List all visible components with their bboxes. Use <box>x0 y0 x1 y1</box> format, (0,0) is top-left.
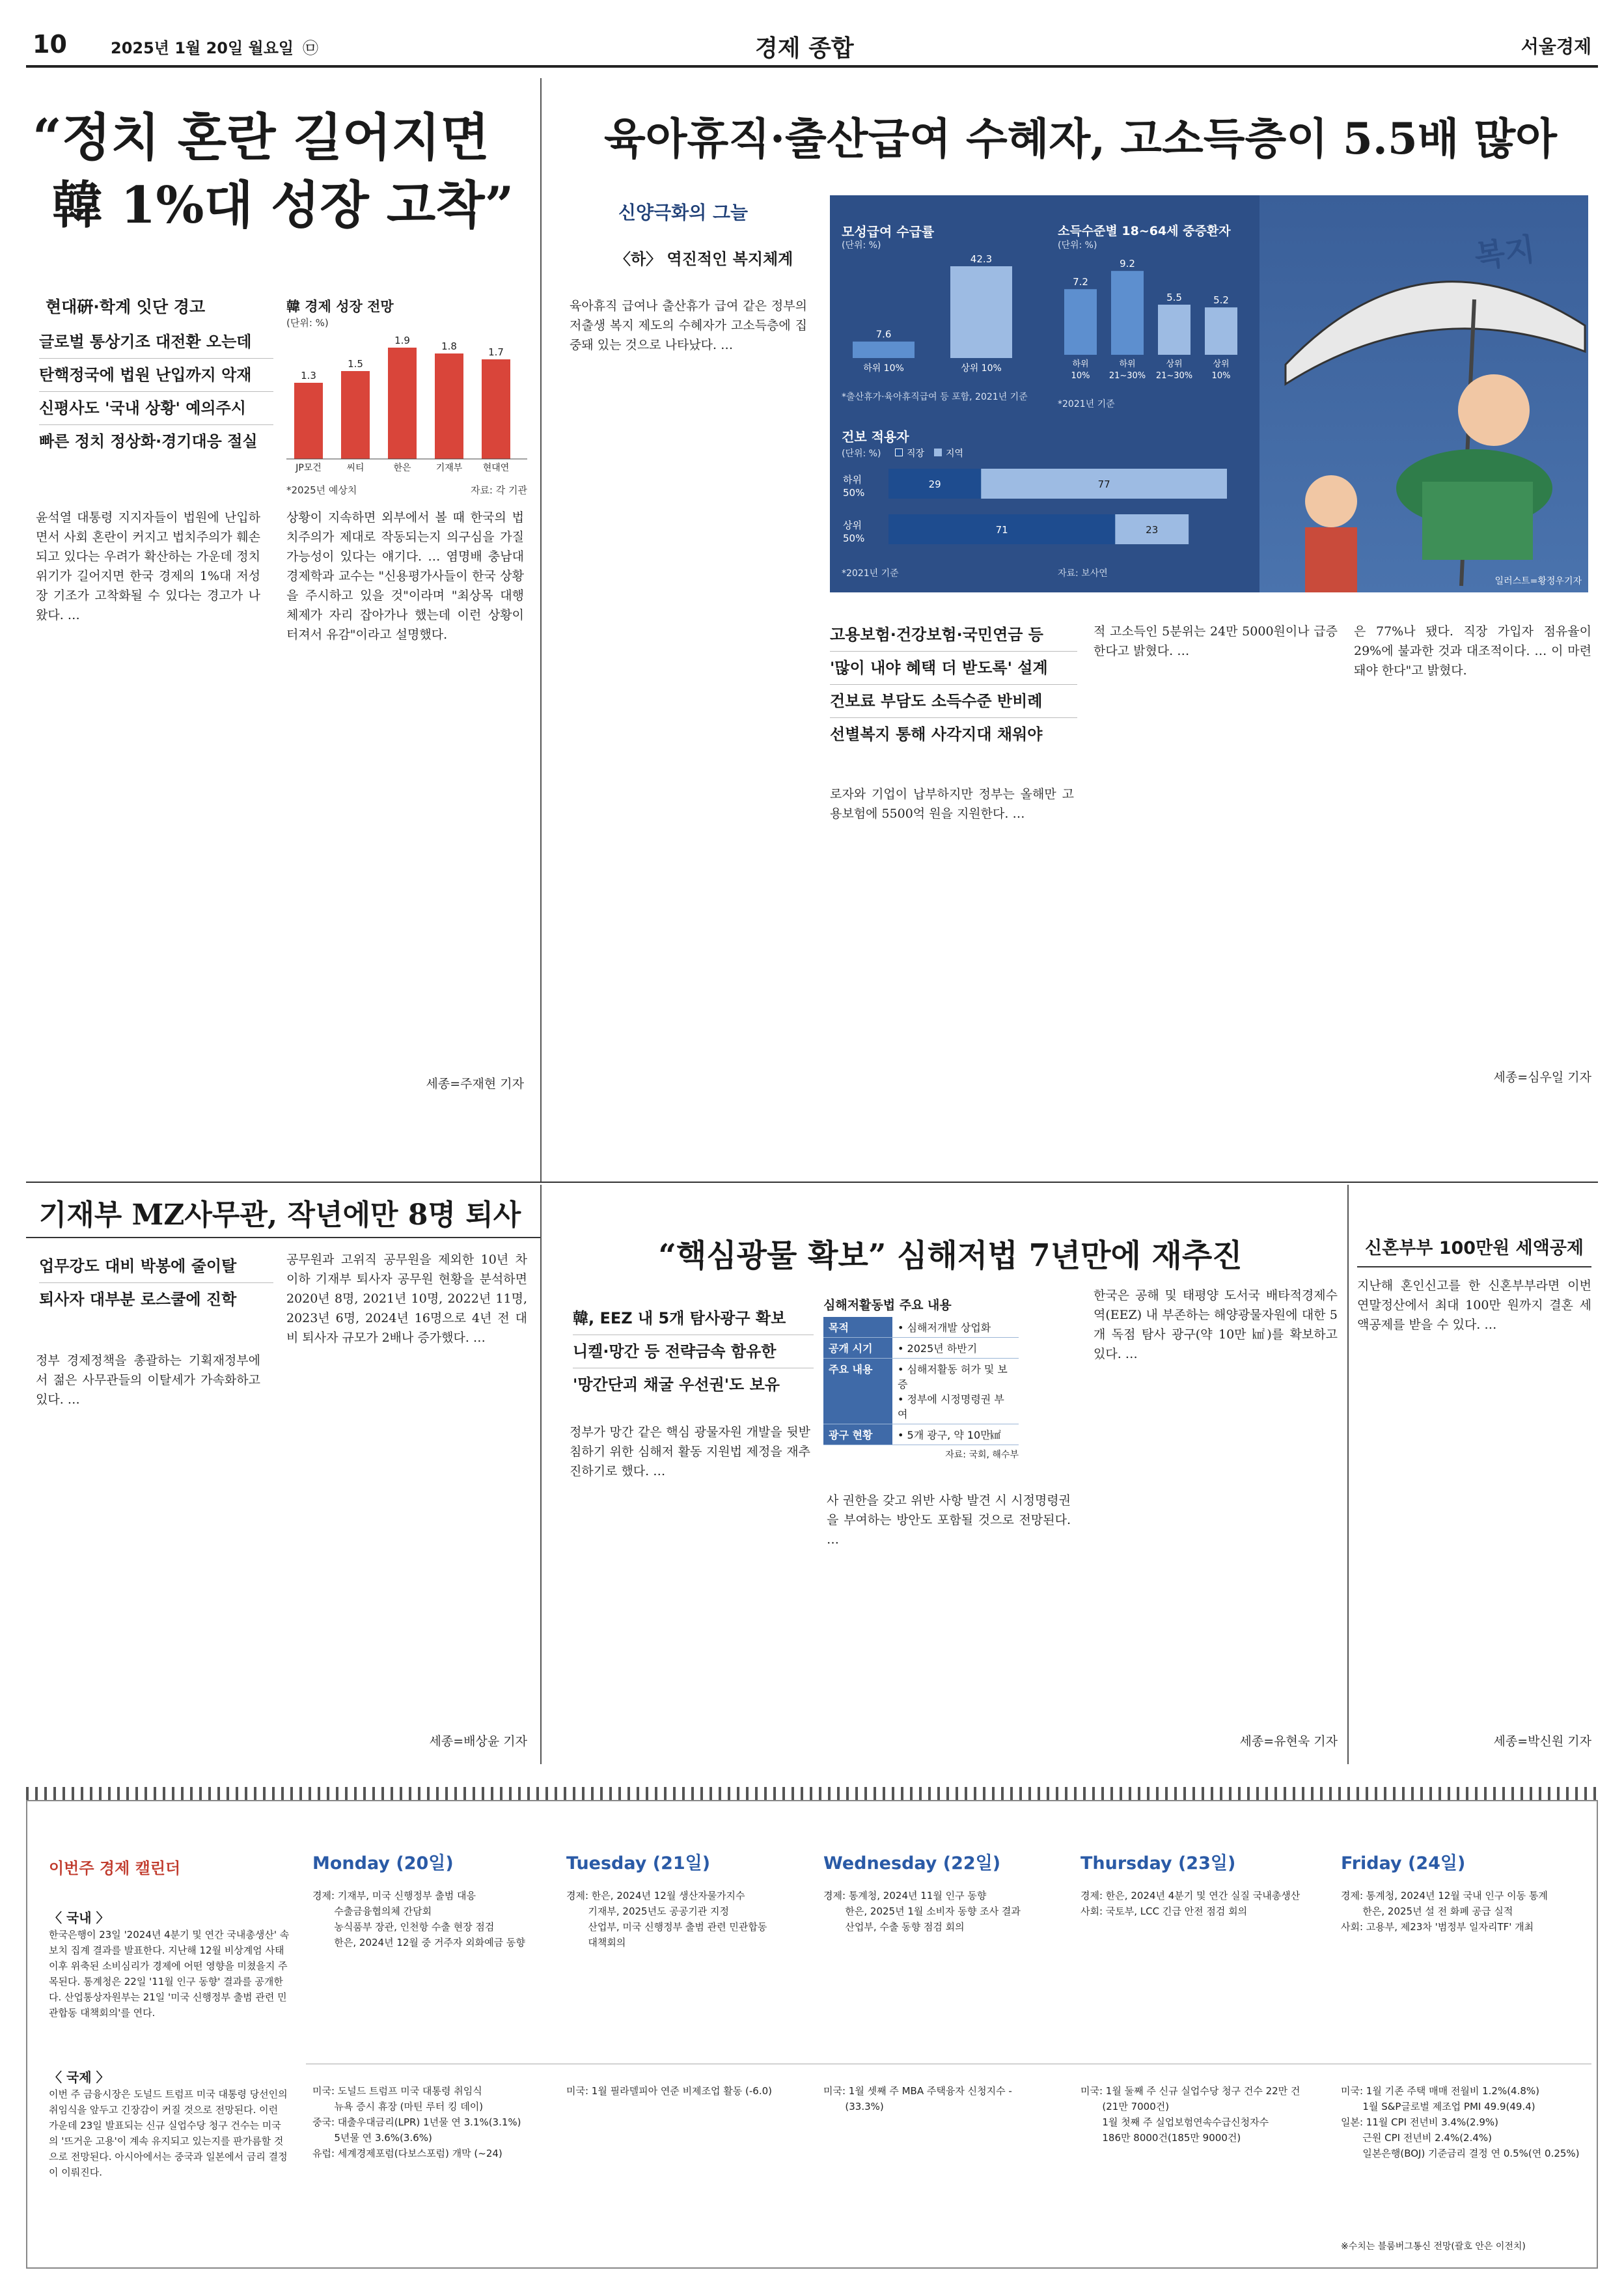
insurance-value-label: 71 <box>995 524 1008 536</box>
maternity-title: 모성급여 수급률 <box>842 224 935 240</box>
growth-value-label: 1.3 <box>301 370 316 381</box>
severe-value-label: 5.5 <box>1166 292 1182 303</box>
a1-kicker: 현대硏·학계 잇단 경고 <box>46 297 206 316</box>
a1-headline-line1: “정치 혼란 길어지면 <box>33 108 489 167</box>
growth-value-label: 1.9 <box>394 335 410 346</box>
maternity-value-label: 42.3 <box>970 253 993 265</box>
growth-category-label: 씨티 <box>346 463 365 473</box>
a1-headline <box>33 104 527 240</box>
page-header <box>26 26 1598 65</box>
insurance-note: *2021년 기준 <box>842 568 899 579</box>
table-key: 목적 <box>823 1317 892 1338</box>
a3-deck-line: 업무강도 대비 박봉에 줄이탈 <box>39 1250 273 1283</box>
severe-category-label: 10% <box>1071 371 1090 381</box>
maternity-chart <box>836 202 1051 417</box>
severe-category-label: 상위 <box>1213 359 1230 369</box>
table-row <box>823 1317 1019 1338</box>
a4-table-source: 자료: 국회, 해수부 <box>945 1450 1019 1460</box>
a3-headline: 기재부 MZ사무관, 작년에만 8명 퇴사 <box>38 1198 521 1232</box>
a4-table <box>823 1295 1019 1461</box>
legend-region: 지역 <box>946 449 964 459</box>
table-row <box>823 1424 1019 1445</box>
a2-body-col2: 로자와 기업이 납부하지만 정부는 올해만 고용보험에 5500억 원을 지원한다. … <box>830 787 1074 821</box>
insurance-category-label: 50% <box>843 487 865 499</box>
a4-deck-line: 韓, EEZ 내 5개 탐사광구 확보 <box>573 1302 814 1335</box>
growth-category-label: JP모건 <box>296 463 322 473</box>
severe-note: *2021년 기준 <box>1058 399 1115 409</box>
a4-table-body <box>823 1317 1019 1445</box>
calendar-day-intl: 미국: 도널드 트럼프 미국 대통령 취임식 뉴욕 증시 휴장 (마틴 루터 킹 데이) 중국: 대출우대금리(LPR) 1년물 연 3.1%(3.1%) 5년물 연 3.6%(3.6%) 유럽: 세계경제포럼(다보스포럼) 개막 (~24) <box>312 2085 521 2159</box>
table-row <box>823 1359 1019 1424</box>
severe-bar <box>1064 289 1097 355</box>
a2-deck <box>830 618 1077 751</box>
severe-value-label: 5.2 <box>1213 294 1229 307</box>
growth-category-label: 현대연 <box>482 463 510 473</box>
calendar-day-domestic: 경제: 통계청, 2024년 11월 인구 동향 한은, 2025년 1월 소비자 동향 조사 결과 산업부, 수출 동향 점검 회의 <box>823 1890 1021 1933</box>
a4-headline: “핵심광물 확보” 심해저법 7년만에 재추진 <box>658 1238 1243 1274</box>
growth-chart-plot <box>286 335 527 485</box>
a5-body: 지난해 혼인신고를 한 신혼부부라면 이번 연말정산에서 최대 100만 원까지 결혼 세액공제를 받을 수 있다. … <box>1357 1279 1596 1332</box>
severe-bar <box>1205 307 1237 355</box>
a1-deck-line: 빠른 정치 정상화·경기대응 절실 <box>39 432 258 450</box>
illust-credit: 일러스트=황정우기자 <box>1494 576 1582 587</box>
calendar-domestic-summary: 한국은행이 23일 '2024년 4분기 및 연간 국내총생산' 속보치 집계 결과를 발표한다. 지난해 12월 비상계엄 사태 이후 위축된 소비심리가 경제에 어떤 영향을 미쳤을지 주목된다. 통계청은 22일 '11월 인구 동향' 결과를 공개한다. 산업통상자원부는 21일 '미국 신행정부 출범 관련 민관합동 대책회의'를 연다. <box>49 1929 290 2019</box>
calendar-footnote: ※수치는 블룸버그통신 전망(괄호 안은 이전치) <box>1341 2241 1526 2252</box>
insurance-value-label: 29 <box>928 478 941 490</box>
growth-bar <box>294 383 323 459</box>
section-rule <box>26 1182 1598 1183</box>
severe-category-label: 10% <box>1211 371 1231 381</box>
severe-value-label: 9.2 <box>1120 258 1135 270</box>
insurance-category-label: 50% <box>843 533 865 544</box>
calendar-day-intl: 미국: 1월 둘째 주 신규 실업수당 청구 건수 22만 건 (21만 7000건) 1월 첫째 주 실업보험연속수급신청자수 186만 8000건(185만 9000건) <box>1080 2085 1301 2144</box>
maternity-unit: (단위: %) <box>842 240 881 251</box>
a5-headline: 신혼부부 100만원 세액공제 <box>1365 1238 1584 1258</box>
calendar-day-intl: 미국: 1월 셋째 주 MBA 주택융자 신청지수 - (33.3%) <box>823 2085 1012 2112</box>
a4-body-col1: 정부가 망간 같은 핵심 광물자원 개발을 뒷받침하기 위한 심해저 활동 지원법 제정을 재추진하기로 했다. … <box>570 1425 810 1478</box>
calendar-day-header: Friday (24일) <box>1341 1853 1466 1874</box>
a4-deck-line: '망간단괴 채굴 우선권'도 보유 <box>573 1376 780 1394</box>
calendar-day-header: Wednesday (22일) <box>823 1853 1001 1874</box>
a4-byline: 세종=유현욱 기자 <box>1239 1734 1338 1749</box>
a2-headline: 육아휴직·출산급여 수혜자, 고소득층이 5.5배 많아 <box>603 113 1558 164</box>
calendar-day-intl: 미국: 1월 기존 주택 매매 전월비 1.2%(4.8%) 1월 S&P글로벌 제조업 PMI 49.9(49.4) 일본: 11월 CPI 전년비 3.4%(2.9%) 근원 CPI 전년비 2.4%(2.4%) 일본은행(BOJ) 기준금리 결정 연 0.5%(연 0.25%) <box>1341 2085 1580 2159</box>
a3-body-col1: 정부 경제정책을 총괄하는 기획재정부에서 젊은 사무관들의 이탈세가 가속화하고 있다. … <box>36 1353 265 1407</box>
growth-chart-source: 자료: 각 기관 <box>470 484 527 496</box>
growth-value-label: 1.7 <box>488 346 504 358</box>
maternity-note: *출산휴가·육아휴직급여 등 포함, 2021년 기준 <box>842 392 1028 402</box>
a1-body-col1: 윤석열 대통령 지지자들이 법원에 난입하면서 사회 혼란이 커지고 법치주의가 훼손되고 있다는 우려가 확산하는 가운데 정치 위기가 길어지면 한국 경제의 1%대 저성장 기조가 고착화될 수 있다는 경고가 나왔다. … <box>36 510 265 622</box>
calendar-day-domestic: 경제: 기재부, 미국 신행정부 출범 대응 수출금융협의체 간담회 농식품부 장관, 인천항 수출 현장 점검 한은, 2024년 12월 중 거주자 외화예금 동향 <box>312 1890 525 1948</box>
table-value: • 2025년 하반기 <box>892 1338 1019 1359</box>
insurance-category-label: 하위 <box>843 474 862 486</box>
insurance-chart <box>836 423 1253 586</box>
calendar-day-domestic: 경제: 통계청, 2024년 12월 국내 인구 이동 통계 한은, 2025년 설 전 화폐 공급 실적 사회: 고용부, 제23차 '범정부 일자리TF' 개최 <box>1341 1890 1548 1933</box>
issue-date: 2025년 1월 20일 월요일 <box>111 39 294 57</box>
illustration <box>1259 195 1588 592</box>
severe-category-label: 하위 <box>1119 359 1136 369</box>
illust-word: 복지 <box>1472 230 1537 276</box>
calendar-day-header: Monday (20일) <box>312 1853 454 1874</box>
a2-body-col1: 육아휴직 급여나 출산휴가 급여 같은 정부의 저출생 복지 제도의 수혜자가 고소득층에 집중돼 있는 것으로 나타났다. … <box>570 299 812 352</box>
insurance-value-label: 23 <box>1146 524 1159 536</box>
severe-category-label: 21~30% <box>1108 371 1146 381</box>
severe-category-label: 21~30% <box>1155 371 1193 381</box>
insurance-title: 건보 적용자 <box>842 429 909 445</box>
table-value: • 5개 광구, 약 10만㎢ <box>892 1424 1019 1445</box>
growth-chart-unit: (단위: %) <box>286 317 329 329</box>
a3-deck-line: 퇴사자 대부분 로스쿨에 진학 <box>39 1290 237 1308</box>
edition-mark: ㉤ <box>303 39 318 57</box>
a1-byline: 세종=주재현 기자 <box>426 1077 524 1091</box>
table-key: 광구 현황 <box>823 1424 892 1445</box>
severe-unit: (단위: %) <box>1058 240 1097 251</box>
a2-byline: 세종=심우일 기자 <box>1493 1070 1591 1085</box>
maternity-category-label: 상위 10% <box>961 363 1002 374</box>
severe-title: 소득수준별 18~64세 중증환자 <box>1058 224 1231 238</box>
page-number: 10 <box>33 30 67 59</box>
a2-infographic <box>830 195 1588 592</box>
severe-bar <box>1158 305 1190 355</box>
a2-series-subtitle: 〈하〉 역진적인 복지체계 <box>615 250 793 268</box>
growth-chart-note: *2025년 예상치 <box>286 484 357 496</box>
severe-plot <box>1058 241 1259 397</box>
a1-deck-line: 신평사도 '국내 상황' 예의주시 <box>39 392 273 425</box>
growth-bar <box>435 353 463 459</box>
section-name: 경제 종합 <box>755 35 854 62</box>
header-rule <box>26 65 1598 68</box>
a3-byline: 세종=배상윤 기자 <box>429 1734 527 1749</box>
table-key: 공개 시기 <box>823 1338 892 1359</box>
growth-value-label: 1.5 <box>348 358 363 370</box>
maternity-bar <box>950 266 1012 358</box>
growth-value-label: 1.8 <box>441 340 457 352</box>
a2-series-title: 신양극화의 그늘 <box>618 202 749 223</box>
insurance-plot <box>836 462 1253 560</box>
severe-patient-chart <box>1058 202 1259 417</box>
a4-table-title: 심해저활동법 주요 내용 <box>823 1298 952 1312</box>
growth-bar <box>388 348 417 459</box>
a3-rule <box>26 1237 540 1238</box>
column-divider <box>540 1185 542 1764</box>
legend-work: 직장 <box>907 449 925 459</box>
growth-chart <box>286 296 527 501</box>
calendar-day-domestic: 경제: 한은, 2024년 12월 생산자물가지수 기재부, 2025년도 공공기관 지정 산업부, 미국 신행정부 출범 관련 민관합동 대책회의 <box>566 1890 767 1948</box>
calendar-day-header: Thursday (23일) <box>1080 1853 1236 1874</box>
a1-body-col2: 상황이 지속하면 외부에서 볼 때 한국의 법치주의가 제대로 작동되는지 의구심을 가질 가능성이 있다는 얘기다. … 염명배 충남대 경제학과 교수는 "신용평가사들이 한국 상황을 주시하고 있을 것"이라며 "최상목 대행 체제가 자리 잡아가나 했는데 이런 상황이 터져서 유감"이라고 설명했다. <box>286 510 529 642</box>
severe-category-label: 하위 <box>1072 359 1089 369</box>
column-divider <box>1347 1185 1349 1764</box>
table-value: • 심해저활동 허가 및 보증 • 정부에 시정명령권 부여 <box>892 1359 1019 1424</box>
newspaper-name: 서울경제 <box>1521 36 1591 57</box>
calendar-intl-summary: 이번 주 금융시장은 도널드 트럼프 미국 대통령 당선인의 취임식을 앞두고 긴장감이 커질 것으로 전망된다. 이런 가운데 23일 발표되는 신규 실업수당 청구 건수는 미국의 '뜨거운 고용'이 계속 유지되고 있는지를 판가름할 것으로 전망된다. 아시아에서는 중국과 일본에서 금리 결정이 이뤄진다. <box>49 2088 291 2178</box>
a2-deck-line: '많이 내야 혜택 더 받도록' 설계 <box>830 652 1077 685</box>
a4-body-col3: 한국은 공해 및 태평양 도서국 배타적경제수역(EEZ) 내 부존하는 해양광물자원에 대한 5개 독점 탐사 광구(약 10만 ㎢)를 확보하고 있다. … <box>1094 1288 1342 1361</box>
a5-rule <box>1357 1266 1591 1267</box>
maternity-category-label: 하위 10% <box>863 363 904 374</box>
growth-bar <box>341 371 370 459</box>
table-value: • 심해저개발 상업화 <box>892 1317 1019 1338</box>
a2-body-col3: 적 고소득인 5분위는 24만 5000원이나 급증한다고 밝혔다. … <box>1094 624 1338 658</box>
severe-value-label: 7.2 <box>1073 276 1088 288</box>
a1-deck-line: 탄핵정국에 법원 난입까지 악재 <box>39 359 273 392</box>
growth-category-label: 한은 <box>393 463 411 473</box>
insurance-source: 자료: 보사연 <box>1058 568 1108 579</box>
a4-deck <box>573 1302 814 1401</box>
a2-deck-line: 선별복지 통해 사각지대 채워야 <box>830 725 1043 743</box>
severe-bar <box>1111 271 1144 355</box>
growth-chart-title: 韓 경제 성장 전망 <box>286 299 394 314</box>
calendar-intl-label: 〈 국제 〉 <box>49 2069 109 2085</box>
maternity-bar <box>853 342 915 358</box>
calendar-spiral <box>26 1787 1598 1800</box>
a2-deck-line: 건보료 부담도 소득수준 반비례 <box>830 685 1077 718</box>
a1-deck <box>39 325 273 458</box>
calendar-title: 이번주 경제 캘린더 <box>49 1859 181 1877</box>
a4-deck-line: 니켈·망간 등 전략금속 함유한 <box>573 1335 814 1368</box>
a1-headline-line2: 韓 1%대 성장 고착” <box>52 176 514 235</box>
calendar-day-intl: 미국: 1월 필라델피아 연준 비제조업 활동 (-6.0) <box>566 2085 773 2097</box>
column-divider <box>540 78 542 1182</box>
growth-category-label: 기재부 <box>435 463 463 473</box>
calendar-day-domestic: 경제: 한은, 2024년 4분기 및 연간 실질 국내총생산 사회: 국토부, LCC 긴급 안전 점검 회의 <box>1080 1890 1301 1917</box>
maternity-plot <box>836 241 1051 391</box>
table-row <box>823 1338 1019 1359</box>
a1-deck-line: 글로벌 통상기조 대전환 오는데 <box>39 325 273 359</box>
insurance-value-label: 77 <box>1097 478 1110 490</box>
growth-bar <box>482 359 510 459</box>
legend-work-swatch <box>895 449 903 456</box>
a5-byline: 세종=박신원 기자 <box>1493 1734 1591 1749</box>
calendar-domestic-label: 〈 국내 〉 <box>49 1910 109 1926</box>
a2-body-col4: 은 77%나 됐다. 직장 가입자 점유율이 29%에 불과한 것과 대조적이다. … 이 마련돼야 한다"고 밝혔다. <box>1354 624 1596 678</box>
severe-category-label: 상위 <box>1166 359 1183 369</box>
table-key: 주요 내용 <box>823 1359 892 1424</box>
legend-region-swatch <box>934 449 942 456</box>
a3-deck <box>39 1250 273 1316</box>
umbrella-illustration <box>1259 195 1588 592</box>
insurance-unit: (단위: %) <box>842 449 881 459</box>
a2-deck-line: 고용보험·건강보험·국민연금 등 <box>830 618 1077 652</box>
a3-body-col2: 공무원과 고위직 공무원을 제외한 10년 차 이하 기재부 퇴사자 공무원 현황을 분석하면 2020년 8명, 2021년 10명, 2022년 11명, 2023년 6명, 2024년 16명으로 4년 전 대비 퇴사자 규모가 2배나 증가했다. … <box>286 1252 532 1345</box>
calendar-day-header: Tuesday (21일) <box>566 1853 711 1874</box>
insurance-category-label: 상위 <box>843 519 862 531</box>
a4-body-col2: 사 권한을 갖고 위반 사항 발견 시 시정명령권을 부여하는 방안도 포함될 것으로 전망된다. … <box>827 1493 1075 1547</box>
maternity-value-label: 7.6 <box>875 328 892 340</box>
